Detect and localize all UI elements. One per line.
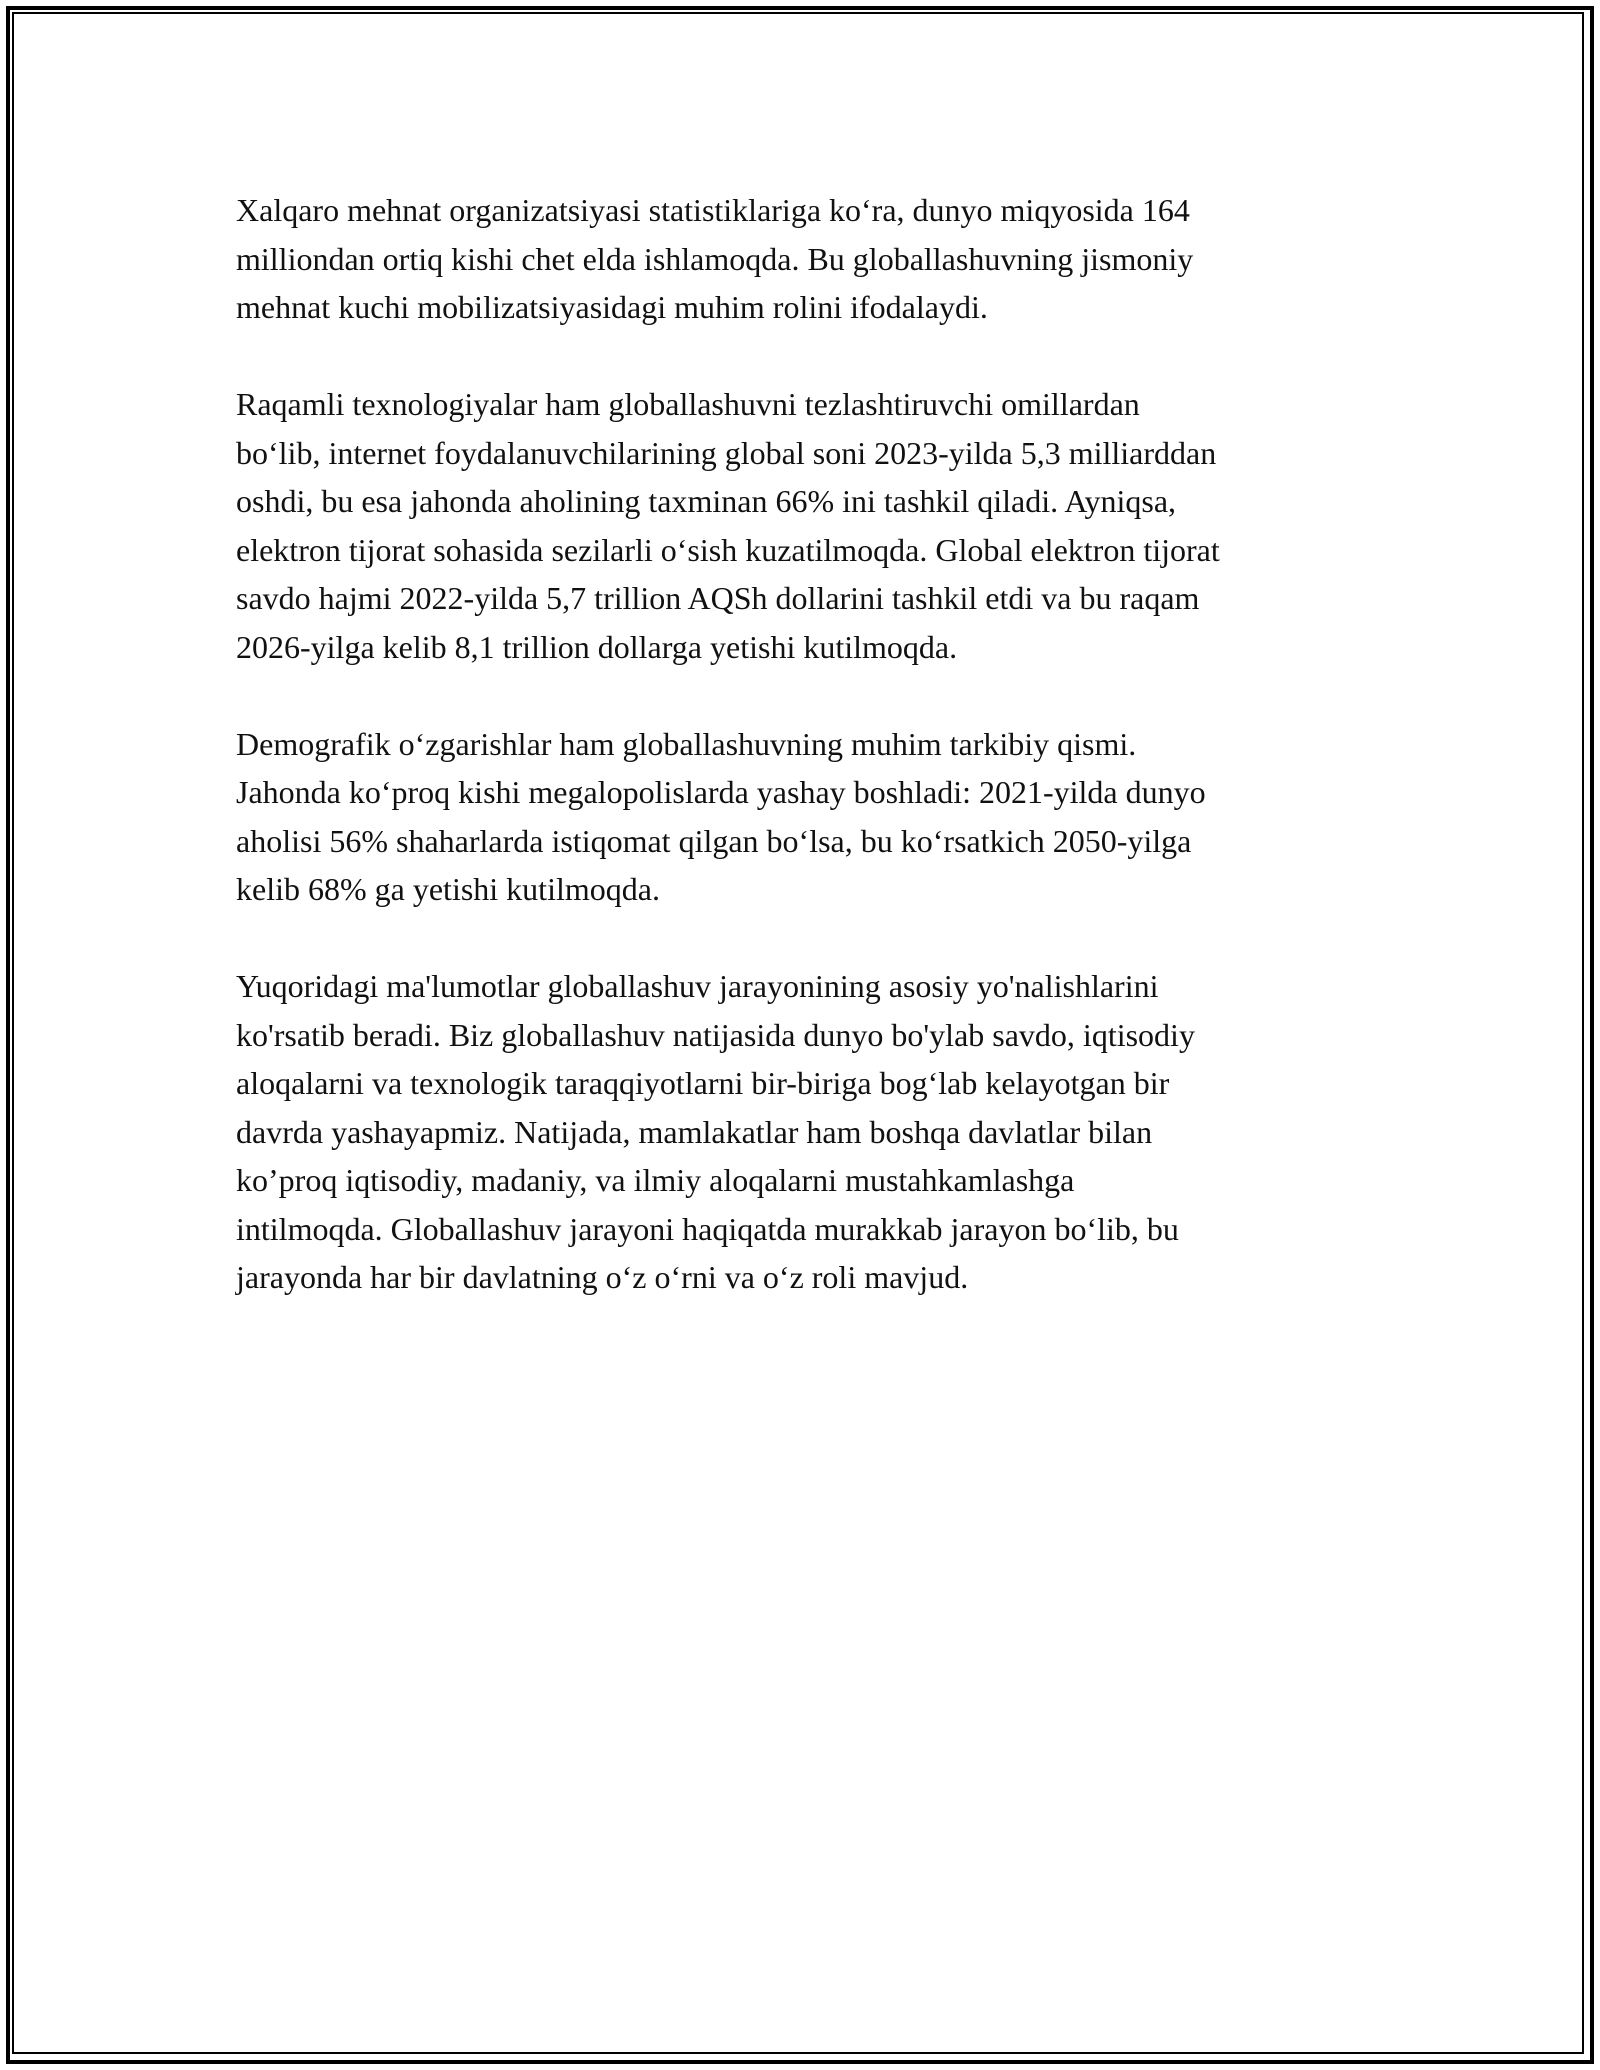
- text-line: ko’proq iqtisodiy, madaniy, va ilmiy aloqalarni mustahkamlashga: [236, 1162, 1075, 1198]
- paragraph-conclusion: [236, 962, 1376, 1302]
- text-line: Demografik oʻzgarishlar ham globallashuvning muhim tarkibiy qismi.: [236, 725, 1137, 762]
- text-line: oshdi, bu esa jahonda aholining taxminan 66% ini tashkil qiladi. Ayniqsa,: [236, 483, 1177, 519]
- text-line: Yuqoridagi ma'lumotlar globallashuv jarayonining asosiy yo'nalishlarini: [236, 968, 1159, 1004]
- text-line: Xalqaro mehnat organizatsiyasi statistiklariga koʻra, dunyo miqyosida 164: [236, 192, 1190, 228]
- paragraph-demographic-changes: [236, 720, 1376, 914]
- text-line: kelib 68% ga yetishi kutilmoqda.: [236, 871, 660, 907]
- paragraph-digital-technologies: [236, 380, 1376, 671]
- text-line: elektron tijorat sohasida sezilarli oʻsish kuzatilmoqda. Global elektron tijorat: [236, 531, 1220, 568]
- text-line: ko'rsatib beradi. Biz globallashuv natijasida dunyo bo'ylab savdo, iqtisodiy: [236, 1016, 1195, 1053]
- paragraph-labor-migration: [236, 186, 1376, 332]
- text-line: Raqamli texnologiyalar ham globallashuvni tezlashtiruvchi omillardan: [236, 386, 1140, 422]
- text-line: davrda yashayapmiz. Natijada, mamlakatlar ham boshqa davlatlar bilan: [236, 1113, 1153, 1150]
- text-line: intilmoqda. Globallashuv jarayoni haqiqatda murakkab jarayon boʻlib, bu: [236, 1210, 1179, 1247]
- text-line: aholisi 56% shaharlarda istiqomat qilgan boʻlsa, bu koʻrsatkich 2050-yilga: [236, 822, 1192, 859]
- text-line: boʻlib, internet foydalanuvchilarining global soni 2023-yilda 5,3 milliarddan: [236, 434, 1217, 471]
- text-line: milliondan ortiq kishi chet elda ishlamoqda. Bu globallashuvning jismoniy: [236, 240, 1194, 277]
- text-line: 2026-yilga kelib 8,1 trillion dollarga yetishi kutilmoqda.: [236, 628, 958, 665]
- text-line: mehnat kuchi mobilizatsiyasidagi muhim rolini ifodalaydi.: [236, 289, 988, 325]
- text-line: jarayonda har bir davlatning oʻz oʻrni va oʻz roli mavjud.: [236, 1259, 969, 1295]
- text-line: aloqalarni va texnologik taraqqiyotlarni bir-biriga bogʻlab kelayotgan bir: [236, 1065, 1170, 1101]
- document-body: [236, 186, 1376, 1350]
- text-line: savdo hajmi 2022-yilda 5,7 trillion AQSh dollarini tashkil etdi va bu raqam: [236, 580, 1200, 616]
- text-line: Jahonda koʻproq kishi megalopolislarda yashay boshladi: 2021-yilda dunyo: [236, 774, 1206, 810]
